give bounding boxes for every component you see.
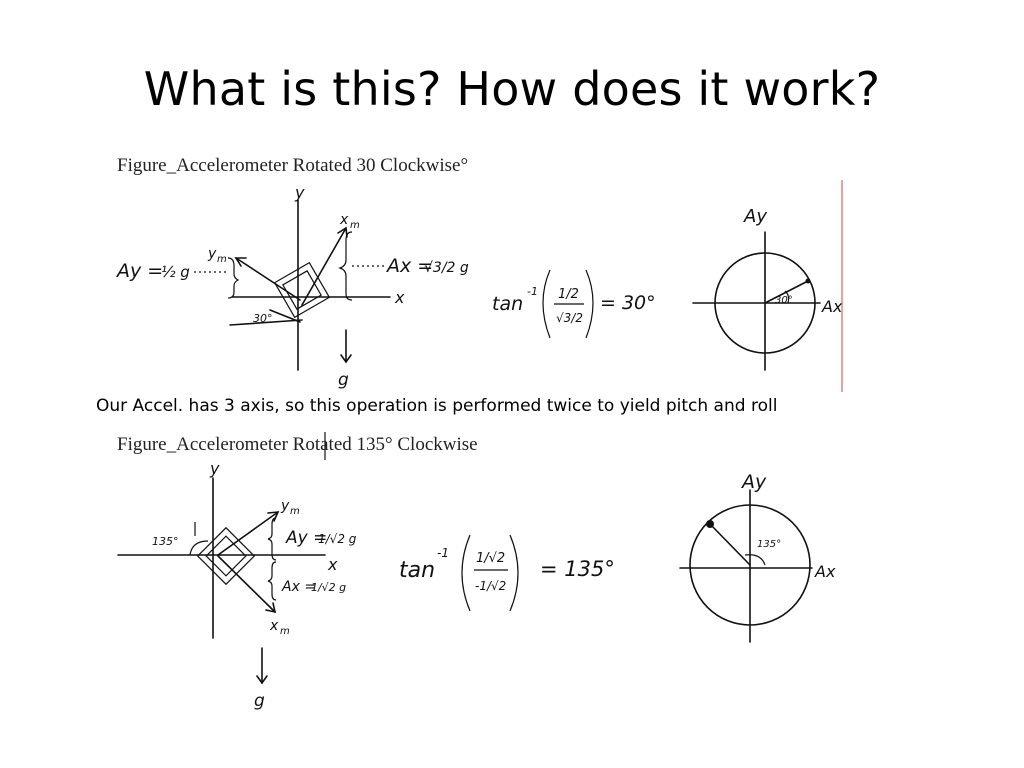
fig1-eq-num: 1/2 [558, 287, 579, 302]
fig1-ax-brace [340, 232, 352, 300]
fig1-ax-value: √3/2 g [424, 260, 469, 276]
fig2-g-label: g [254, 691, 265, 711]
fig1-ay-value: ½ g [161, 263, 190, 281]
fig1-y-label: y [295, 183, 305, 202]
body-text: Our Accel. has 3 axis, so this operation is performed twice to yield pitch and roll [96, 396, 778, 416]
fig1-eq-den: √3/2 [556, 311, 583, 325]
fig2-ax-brace [268, 562, 276, 600]
fig1-xm-label: x [340, 212, 349, 228]
figure-2-caption: Figure_Accelerometer Rotated 135° Clockwise [117, 434, 478, 455]
fig2-equation [399, 535, 615, 611]
fig2-x-label: x [328, 555, 338, 574]
fig2-eq-func: tan [399, 558, 436, 583]
fig2-ax-value: -1/√2 g [307, 581, 347, 594]
fig2-circle-ay: Ay [742, 471, 767, 493]
fig1-angle-label: 30° [253, 312, 273, 325]
fig2-circle-angle: 135° [757, 539, 782, 550]
fig2-ay-brace [268, 518, 276, 560]
fig2-xm-label: x [270, 618, 279, 634]
fig2-xm-sub: m [280, 626, 290, 637]
fig2-unit-circle [680, 490, 812, 642]
fig1-circle-ay: Ay [744, 206, 767, 227]
fig1-eq-result: = 30° [600, 292, 656, 314]
fig2-angle-label: 135° [152, 535, 179, 548]
fig2-ym-label: y [281, 498, 290, 514]
fig1-xm-sub: m [350, 220, 360, 231]
fig1-ym-arrow [236, 258, 300, 300]
fig1-ym-label: y [208, 246, 217, 262]
fig1-ay-label: Ay = [117, 260, 164, 282]
fig2-sensor-box [198, 528, 255, 585]
fig2-ym-arrow [218, 512, 278, 555]
figure-1-axes [232, 200, 390, 370]
fig2-ax-label: Ax = [282, 579, 317, 595]
fig1-circle-angle: 30° [775, 295, 793, 306]
fig1-circle-ax: Ax [822, 297, 843, 316]
fig2-ay-value: 1/√2 g [318, 532, 357, 546]
fig1-ax-label: Ax = [387, 255, 434, 277]
fig2-eq-result: = 135° [540, 557, 615, 581]
fig1-ym-sub: m [217, 254, 227, 265]
fig2-y-label: y [210, 459, 220, 478]
fig2-ay-label: Ay = [286, 528, 328, 548]
fig1-xm-arrow [302, 228, 346, 305]
fig2-circle-ax: Ax [815, 562, 836, 581]
fig1-ay-brace [228, 258, 238, 298]
fig2-eq-exp: -1 [437, 546, 449, 560]
fig1-eq-exp: -1 [527, 285, 538, 298]
fig1-g-label: g [338, 370, 349, 390]
fig2-angle-arc [190, 522, 208, 555]
figure-1-caption: Figure_Accelerometer Rotated 30 Clockwise° [117, 155, 469, 176]
fig1-unit-circle [693, 232, 820, 370]
fig2-ym-sub: m [290, 506, 300, 517]
fig2-eq-num: 1/√2 [476, 551, 506, 566]
fig1-equation [492, 270, 656, 338]
fig1-eq-func: tan [492, 293, 524, 315]
fig2-eq-den: -1/√2 [475, 579, 507, 593]
fig1-x-label: x [395, 288, 405, 307]
slide-title: What is this? How does it work? [143, 62, 881, 116]
